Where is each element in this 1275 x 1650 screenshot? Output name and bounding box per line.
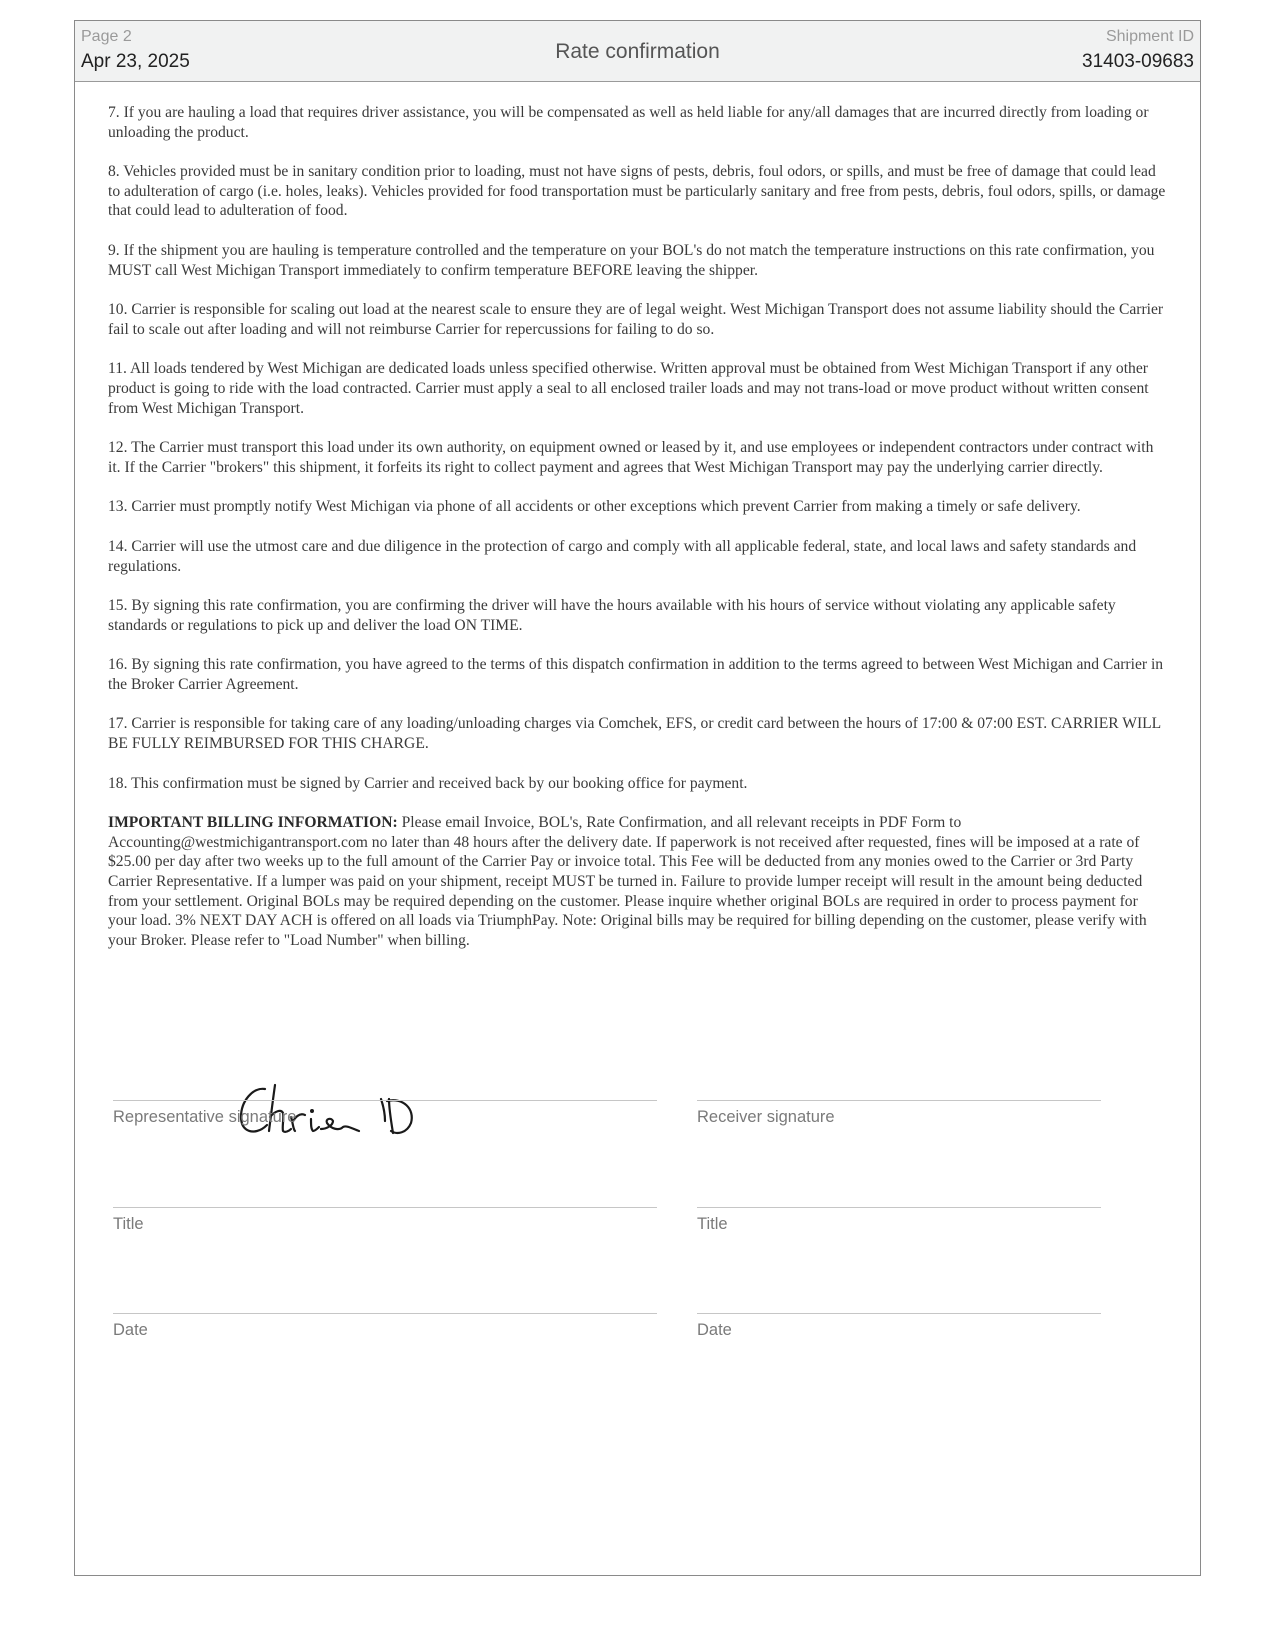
shipment-id-label: Shipment ID xyxy=(1105,28,1194,45)
receiver-signature-label: Receiver signature xyxy=(697,1108,835,1126)
term-13: 13. Carrier must promptly notify West Michigan via phone of all accidents or other exceptions which prevent Carrier from making a timely or safe delivery. xyxy=(108,498,1081,516)
page-header xyxy=(75,21,1200,82)
term-15: 15. By signing this rate confirmation, you are confirming the driver will have the hours available with his hours of service without violating any applicable safety standards or regulations to pick up and deliver the load ON TIME. xyxy=(108,597,1116,634)
representative-signature-line xyxy=(113,1100,657,1101)
terms-section xyxy=(108,103,1168,970)
term-14: 14. Carrier will use the utmost care and due diligence in the protection of cargo and comply with all applicable federal, state, and local laws and safety standards and regulations. xyxy=(108,537,1137,575)
representative-signature-label: Representative signature xyxy=(113,1108,297,1126)
document-title: Rate confirmation xyxy=(555,40,720,63)
term-11: 11. All loads tendered by West Michigan are dedicated loads unless specified otherwise. Written approval must be obtained from West Michigan Transport if any other product is going to ride with the load contracted. Carrier must apply a seal to all enclosed trailer loads and may not trans-load or move product without written consent from West Michigan Transport. xyxy=(108,360,1149,417)
date-left-line xyxy=(113,1313,657,1314)
term-17: 17. Carrier is responsible for taking care of any loading/unloading charges via Comchek, EFS, or credit card between the hours of 17:00 & 07:00 EST. CARRIER WILL BE FULLY REIMBURSED FOR THIS CHARGE. xyxy=(108,715,1161,753)
term-18: 18. This confirmation must be signed by Carrier and received back by our booking office for payment. xyxy=(108,774,748,792)
term-9: 9. If the shipment you are hauling is temperature controlled and the temperature on your BOL's do not match the temperature instructions on this rate confirmation, you MUST call West Michigan Transport immediately to confirm temperature BEFORE leaving the shipper. xyxy=(108,241,1155,279)
document-date: Apr 23, 2025 xyxy=(81,51,190,72)
page-frame xyxy=(74,20,1201,1576)
title-left-label: Title xyxy=(113,1215,144,1233)
date-right-line xyxy=(697,1313,1101,1314)
billing-info xyxy=(108,813,1168,950)
term-12: 12. The Carrier must transport this load under its own authority, on equipment owned or leased by it, and use employees or independent contractors under contract with it. If the Carrier "brokers" this shipment, it forfeits its right to collect payment and agrees that West Michigan Transport may pay the underlying carrier directly. xyxy=(108,439,1154,476)
term-10: 10. Carrier is responsible for scaling out load at the nearest scale to ensure they are of legal weight. West Michigan Transport does not assume liability should the Carrier fail to scale out after loading and will not reimburse Carrier for repercussions for failing to do so. xyxy=(108,301,1164,338)
term-8: 8. Vehicles provided must be in sanitary condition prior to loading, must not have signs of pests, debris, foul odors, or spills, and must be free of damage that could lead to adulteration of cargo (i.e. holes, leaks). Vehicles provided for food transportation must be particularly sanitary and free from pests, debris, foul odors, spills, or damage that could lead to adulteration of food. xyxy=(108,163,1166,220)
billing-text: Please email Invoice, BOL's, Rate Confirmation, and all relevant receipts in PDF Form to Accounting@westmichigantransport.com no later than 48 hours after the delivery date. If paperwork is not received after requested, fines will be imposed at a rate of $25.00 per day after two weeks up to the full amount of the Carrier Pay or invoice total. This Fee will be deducted from any monies owed to the Carrier or 3rd Party Carrier Representative. If a lumper was paid on your shipment, receipt MUST be turned in. Failure to provide lumper receipt will result in the amount being deducted from your settlement. Original BOLs may be required depending on the customer. Please inquire whether original BOLs are required in order to process payment for your load. 3% NEXT DAY ACH is offered on all loads via TriumphPay. Note: Original bills may be required for billing depending on the customer, please verify with your Broker. Please refer to "Load Number" when billing. xyxy=(108,814,1147,949)
date-right-label: Date xyxy=(697,1321,732,1339)
receiver-signature-line xyxy=(697,1100,1101,1101)
page-number: Page 2 xyxy=(81,28,132,45)
shipment-id-value: 31403-09683 xyxy=(1082,51,1194,72)
title-right-label: Title xyxy=(697,1215,728,1233)
date-left-label: Date xyxy=(113,1321,148,1339)
title-right-line xyxy=(697,1207,1101,1208)
billing-heading: IMPORTANT BILLING INFORMATION: xyxy=(108,814,398,832)
term-7: 7. If you are hauling a load that requires driver assistance, you will be compensated as well as held liable for any/all damages that are incurred directly from loading or unloading the product. xyxy=(108,104,1149,141)
term-16: 16. By signing this rate confirmation, you have agreed to the terms of this dispatch confirmation in addition to the terms agreed to between West Michigan and Carrier in the Broker Carrier Agreement. xyxy=(108,656,1164,693)
title-left-line xyxy=(113,1207,657,1208)
